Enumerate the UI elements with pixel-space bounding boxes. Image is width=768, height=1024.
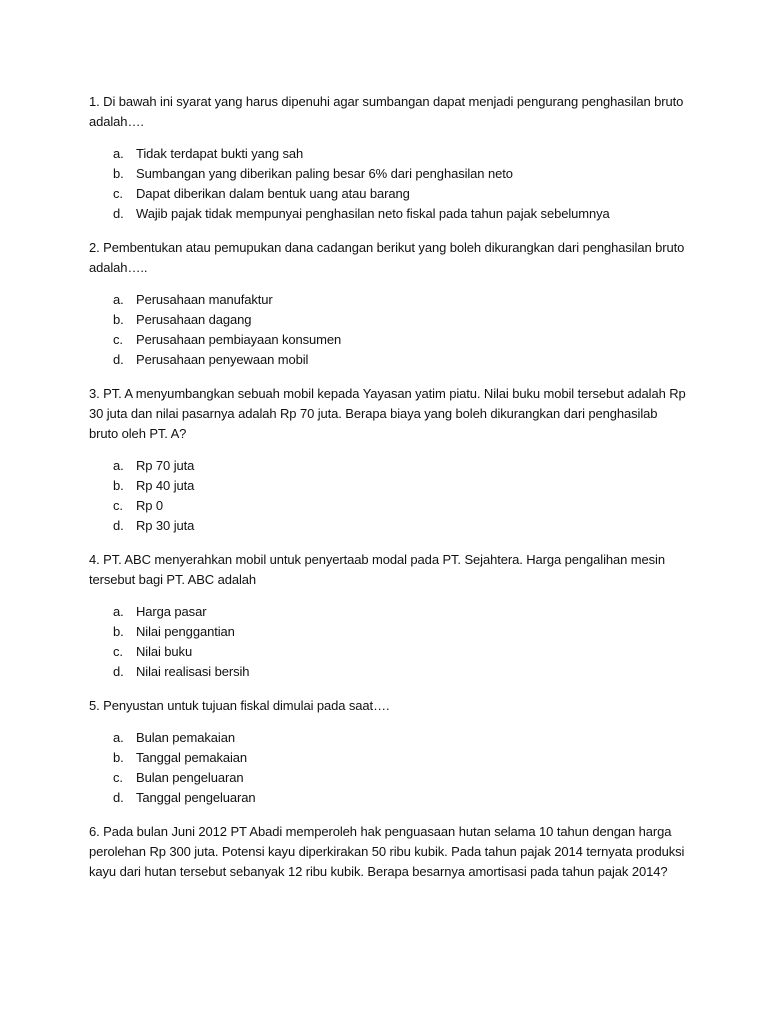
option-text: Nilai buku (136, 644, 193, 659)
question-4-text: 4. PT. ABC menyerahkan mobil untuk penyertaab modal pada PT. Sejahtera. Harga pengalihan mesin tersebut bagi PT. ABC adalah (89, 552, 665, 587)
option-4d (89, 662, 688, 682)
option-letter: c. (113, 186, 123, 201)
option-2b (89, 310, 688, 330)
question-6 (89, 822, 688, 882)
option-letter: d. (113, 664, 124, 679)
question-5-text: 5. Penyustan untuk tujuan fiskal dimulai pada saat…. (89, 698, 390, 713)
option-letter: b. (113, 624, 124, 639)
question-3 (89, 384, 688, 550)
option-text: Tanggal pemakaian (136, 750, 248, 765)
option-letter: a. (113, 292, 124, 307)
question-2-options (89, 290, 688, 370)
question-1-options (89, 144, 688, 224)
question-4 (89, 550, 688, 696)
question-3-text: 3. PT. A menyumbangkan sebuah mobil kepada Yayasan yatim piatu. Nilai buku mobil tersebut adalah Rp 30 juta dan nilai pasarnya adalah Rp 70 juta. Berapa biaya yang boleh dikurangkan dari penghasilab bruto oleh PT. A? (89, 386, 686, 441)
option-text: Perusahaan dagang (136, 312, 252, 327)
question-5 (89, 696, 688, 822)
option-3d (89, 516, 688, 536)
option-2c (89, 330, 688, 350)
option-text: Bulan pengeluaran (136, 770, 244, 785)
option-letter: b. (113, 478, 124, 493)
option-3c (89, 496, 688, 516)
option-text: Tanggal pengeluaran (136, 790, 256, 805)
option-1b (89, 164, 688, 184)
option-letter: c. (113, 498, 123, 513)
option-letter: d. (113, 790, 124, 805)
option-text: Nilai penggantian (136, 624, 235, 639)
option-letter: b. (113, 312, 124, 327)
option-3b (89, 476, 688, 496)
option-letter: a. (113, 146, 124, 161)
option-text: Dapat diberikan dalam bentuk uang atau barang (136, 186, 410, 201)
question-5-options (89, 728, 688, 808)
option-letter: d. (113, 518, 124, 533)
option-text: Nilai realisasi bersih (136, 664, 250, 679)
option-letter: c. (113, 332, 123, 347)
option-text: Tidak terdapat bukti yang sah (136, 146, 304, 161)
option-letter: a. (113, 730, 124, 745)
option-text: Bulan pemakaian (136, 730, 235, 745)
option-letter: c. (113, 644, 123, 659)
option-5b (89, 748, 688, 768)
option-5c (89, 768, 688, 788)
option-4b (89, 622, 688, 642)
option-text: Rp 70 juta (136, 458, 195, 473)
option-2a (89, 290, 688, 310)
question-2-text: 2. Pembentukan atau pemupukan dana cadangan berikut yang boleh dikurangkan dari penghasilan bruto adalah….. (89, 240, 685, 275)
option-1a (89, 144, 688, 164)
option-letter: a. (113, 458, 124, 473)
option-1c (89, 184, 688, 204)
option-text: Perusahaan penyewaan mobil (136, 352, 309, 367)
question-4-options (89, 602, 688, 682)
question-6-text: 6. Pada bulan Juni 2012 PT Abadi memperoleh hak penguasaan hutan selama 10 tahun dengan harga perolehan Rp 300 juta. Potensi kayu diperkirakan 50 ribu kubik. Pada tahun pajak 2014 ternyata produksi kayu dari hutan tersebut sebanyak 12 ribu kubik. Berapa besarnya amortisasi pada tahun pajak 2014? (89, 824, 685, 879)
question-2 (89, 238, 688, 384)
option-letter: b. (113, 166, 124, 181)
option-5a (89, 728, 688, 748)
option-1d (89, 204, 688, 224)
option-letter: c. (113, 770, 123, 785)
option-text: Wajib pajak tidak mempunyai penghasilan neto fiskal pada tahun pajak sebelumnya (136, 206, 610, 221)
option-text: Rp 30 juta (136, 518, 195, 533)
option-letter: d. (113, 352, 124, 367)
option-letter: d. (113, 206, 124, 221)
option-text: Perusahaan pembiayaan konsumen (136, 332, 342, 347)
option-text: Rp 0 (136, 498, 164, 513)
option-text: Sumbangan yang diberikan paling besar 6% dari penghasilan neto (136, 166, 513, 181)
option-text: Harga pasar (136, 604, 207, 619)
question-3-options (89, 456, 688, 536)
option-text: Perusahaan manufaktur (136, 292, 273, 307)
option-letter: a. (113, 604, 124, 619)
option-4c (89, 642, 688, 662)
option-5d (89, 788, 688, 808)
option-text: Rp 40 juta (136, 478, 195, 493)
option-3a (89, 456, 688, 476)
option-4a (89, 602, 688, 622)
question-1-text: 1. Di bawah ini syarat yang harus dipenuhi agar sumbangan dapat menjadi pengurang penghasilan bruto adalah…. (89, 94, 684, 129)
option-letter: b. (113, 750, 124, 765)
question-1 (89, 92, 688, 238)
option-2d (89, 350, 688, 370)
